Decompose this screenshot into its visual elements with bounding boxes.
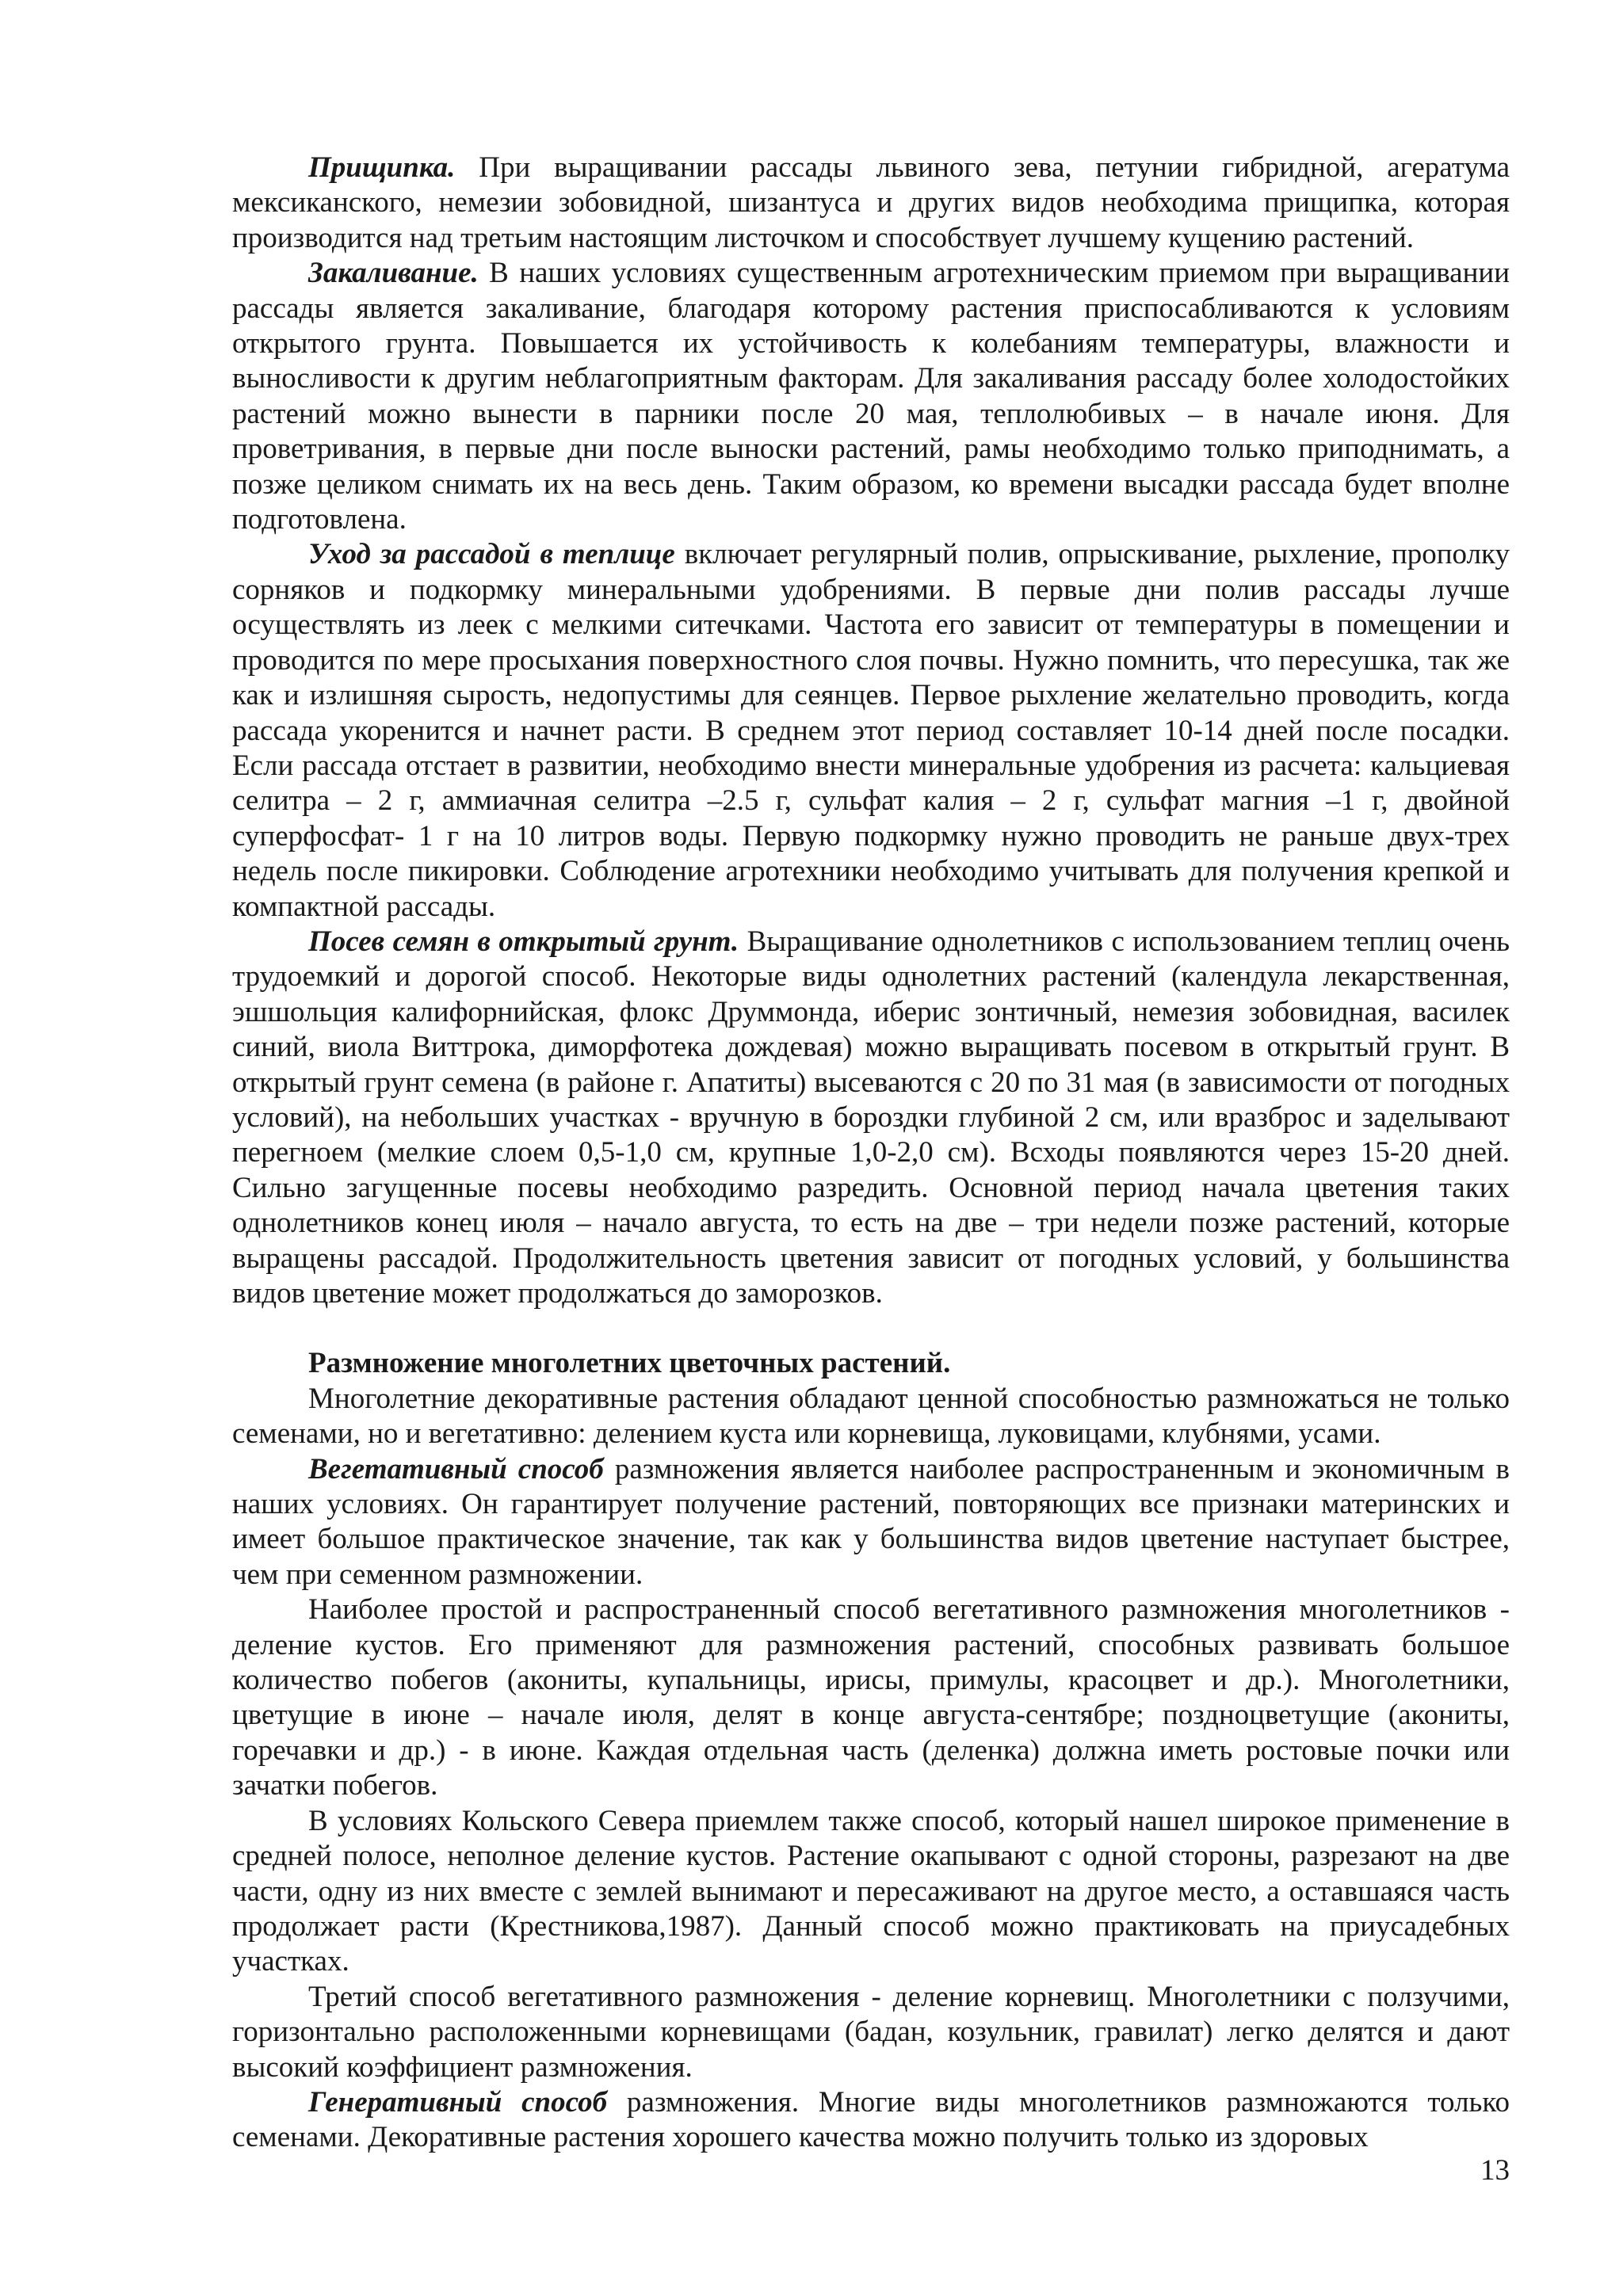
paragraph-lead: Вегетативный способ — [308, 1452, 604, 1486]
document-page — [232, 151, 1510, 2156]
paragraph-text: размножения является наиболее распространенным и экономичным в наших условиях. Он гарантирует получение растений, повторяющих все признаки материнских и имеет большое практическое значение, так как у большинства видов цветение наступает быстрее, чем при семенном размножении. — [232, 1452, 1510, 1591]
paragraph-partial-division — [232, 1804, 1510, 1980]
paragraph-rhizome-division — [232, 1980, 1510, 2085]
paragraph-perennials-intro — [232, 1382, 1510, 1452]
paragraph-bush-division — [232, 1592, 1510, 1803]
section-heading: Размножение многолетних цветочных растений. — [308, 1347, 951, 1380]
paragraph-hardening — [232, 256, 1510, 537]
paragraph-text: Многолетние декоративные растения обладают ценной способностью размножаться не только семенами, но и вегетативно: делением куста или корневища, луковицами, клубнями, усами. — [232, 1382, 1510, 1451]
paragraph-open-ground-sowing — [232, 925, 1510, 1311]
paragraph-text: Наиболее простой и распространенный способ вегетативного размножения многолетников - деление кустов. Его применяют для размножения растений, способных развивать большое количество побегов (акониты, купальницы, ирисы, примулы, красоцвет и др.). Многолетники, цветущие в июне – начале июля, делят в конце августа-сентябре; поздноцветущие (акониты, горечавки и др.) - в июне. Каждая отдельная часть (деленка) должна иметь ростовые почки или зачатки побегов. — [232, 1593, 1510, 1802]
page-number: 13 — [1480, 2154, 1510, 2187]
paragraph-pinching — [232, 151, 1510, 256]
paragraph-lead: Прищипка. — [308, 151, 456, 184]
paragraph-text: Третий способ вегетативного размножения - деление корневищ. Многолетники с ползучими, горизонтально расположенными корневищами (бадан, козульник, гравилат) легко делятся и дают высокий коэффициент размножения. — [232, 1980, 1510, 2084]
paragraph-text: В наших условиях существенным агротехническим приемом при выращивании рассады является закаливание, благодаря которому растения приспосабливаются к условиям открытого грунта. Повышается их устойчивость к колебаниям температуры, влажности и выносливости к другим неблагоприятным факторам. Для закаливания рассаду более холодостойких растений можно вынести в парники после 20 мая, теплолюбивых – в начале июня. Для проветривания, в первые дни после выноски растений, рамы необходимо только приподнимать, а позже целиком снимать их на весь день. Таким образом, ко времени высадки рассада будет вполне подготовлена. — [232, 257, 1510, 536]
paragraph-text: Выращивание однолетников с использованием теплиц очень трудоемкий и дорогой способ. Некоторые виды однолетних растений (календула лекарственная, эшшольция калифорнийская, флокс Друммонда, иберис зонтичный, немезия зобовидная, василек синий, виола Виттрока, диморфотека дождевая) можно выращивать посевом в открытый грунт. В открытый грунт семена (в районе г. Апатиты) высеваются с 20 по 31 мая (в зависимости от погодных условий), на небольших участках - вручную в бороздки глубиной 2 см, или вразброс и заделывают перегноем (мелкие слоем 0,5-1,0 см, крупные 1,0-2,0 см). Всходы появляются через 15-20 дней. Сильно загущенные посевы необходимо разредить. Основной период начала цветения таких однолетников конец июля – начало августа, то есть на две – три недели позже растений, которые выращены рассадой. Продолжительность цветения зависит от погодных условий, у большинства видов цветение может продолжаться до заморозков. — [232, 925, 1510, 1310]
paragraph-lead: Генеративный способ — [308, 2085, 608, 2119]
paragraph-lead: Закаливание. — [308, 257, 479, 290]
paragraph-text: включает регулярный полив, опрыскивание, рыхление, прополку сорняков и подкормку минеральными удобрениями. В первые дни полив рассады лучше осуществлять из леек с мелкими ситечками. Частота его зависит от температуры в помещении и проводится по мере просыхания поверхностного слоя почвы. Нужно помнить, что пересушка, так же как и излишняя сырость, недопустимы для сеянцев. Первое рыхление желательно проводить, когда рассада укоренится и начнет расти. В среднем этот период составляет 10-14 дней после посадки. Если рассада отстает в развитии, необходимо внести минеральные удобрения из расчета: кальциевая селитра – 2 г, аммиачная селитра –2.5 г, сульфат калия – 2 г, сульфат магния –1 г, двойной суперфосфат- 1 г на 10 литров воды. Первую подкормку нужно проводить не раньше двух-трех недель после пикировки. Соблюдение агротехники необходимо учитывать для получения крепкой и компактной рассады. — [232, 538, 1510, 923]
paragraph-text: При выращивании рассады львиного зева, петунии гибридной, агератума мексиканского, немезии зобовидной, шизантуса и других видов необходима прищипка, которая производится над третьим настоящим листочком и способствует лучшему кущению растений. — [232, 151, 1510, 254]
paragraph-generative-method — [232, 2085, 1510, 2156]
paragraph-seedling-care — [232, 537, 1510, 924]
paragraph-text: В условиях Кольского Севера приемлем также способ, который нашел широкое применение в средней полосе, неполное деление кустов. Растение окапывают с одной стороны, разрезают на две части, одну из них вместе с землей вынимают и пересаживают на другое место, а оставшаяся часть продолжает расти (Крестникова,1987). Данный способ можно практиковать на приусадебных участках. — [232, 1804, 1510, 1978]
paragraph-text: размножения. Многие виды многолетников размножаются только семенами. Декоративные растения хорошего качества можно получить только из здоровых — [232, 2085, 1510, 2154]
paragraph-vegetative-method — [232, 1452, 1510, 1593]
paragraph-lead: Уход за рассадой в теплице — [308, 538, 675, 571]
paragraph-lead: Посев семян в открытый грунт. — [308, 925, 739, 958]
